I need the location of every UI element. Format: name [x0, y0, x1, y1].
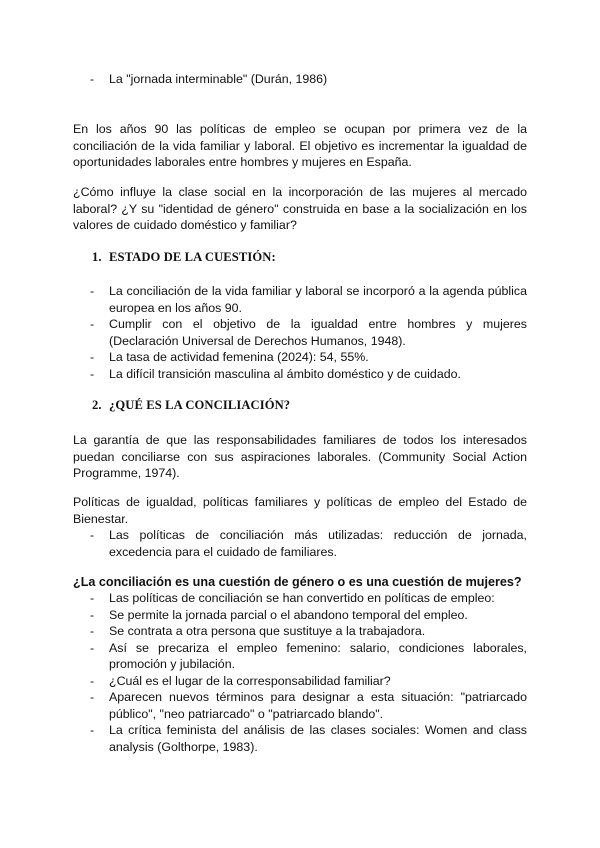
policies-list [73, 527, 527, 560]
dash-marker: - [90, 350, 95, 364]
list-item-text: La difícil transición masculina al ámbito doméstico y de cuidado. [109, 366, 461, 381]
list-item-text: Cumplir con el objetivo de la igualdad entre hombres y mujeres (Declaración Universal de Derechos Humanos, 1948). [109, 317, 527, 348]
list-item-text: Se contrata a otra persona que sustituye a la trabajadora. [109, 624, 426, 638]
dash-marker: - [90, 284, 95, 298]
dash-marker: - [90, 723, 95, 737]
list-item [73, 366, 527, 383]
section-heading-1 [92, 249, 276, 265]
dash-marker: - [90, 690, 95, 704]
state-of-question-list [73, 283, 527, 382]
list-item [73, 689, 527, 722]
dash-marker: - [90, 673, 95, 688]
list-item-text: Así se precariza el empleo femenino: salario, condiciones laborales, promoción y jubilación. [109, 640, 527, 671]
paragraph-questions: ¿Cómo influye la clase social en la incorporación de las mujeres al mercado laboral? ¿Y su "identidad de género" construida en base a la socialización en los valores de cuidado doméstico y familiar? [73, 185, 527, 232]
paragraph-definition: La garantía de que las responsabilidades familiares de todos los interesados puedan conciliarse con sus aspiraciones laborales. (Community Social Action Programme, 1974). [73, 433, 527, 480]
top-bullet-list [73, 71, 527, 88]
list-item-text: Se permite la jornada parcial o el abandono temporal del empleo. [109, 607, 468, 622]
list-item [73, 623, 527, 640]
list-item [73, 283, 527, 316]
dash-marker: - [90, 528, 95, 542]
list-item-text: Aparecen nuevos términos para designar a esta situación: "patriarcado público", "neo patriarcado" o "patriarcado blando". [109, 690, 527, 721]
dash-marker: - [90, 72, 95, 86]
list-item-text: La "jornada interminable" (Durán, 1986) [109, 72, 328, 86]
list-item [73, 590, 527, 607]
section-title: ESTADO DE LA CUESTIÓN: [109, 250, 276, 264]
dash-marker: - [90, 591, 95, 605]
dash-marker: - [90, 317, 95, 331]
bold-question: ¿La conciliación es una cuestión de género o es una cuestión de mujeres? [73, 575, 522, 589]
paragraph-welfare-policies: Políticas de igualdad, políticas familiares y políticas de empleo del Estado de Bienestar. [73, 495, 527, 526]
section-number: 2. [92, 398, 102, 412]
dash-marker: - [90, 366, 95, 381]
gender-question-list [73, 590, 527, 755]
list-item [73, 607, 527, 624]
list-item [73, 71, 527, 88]
section-number: 1. [92, 250, 102, 264]
list-item [73, 316, 527, 349]
dash-marker: - [90, 607, 95, 622]
list-item-text: ¿Cuál es el lugar de la corresponsabilidad familiar? [109, 673, 391, 688]
list-item [73, 673, 527, 690]
list-item-text: Las políticas de conciliación más utilizadas: reducción de jornada, excedencia para el cuidado de familiares. [109, 528, 527, 559]
list-item-text: Las políticas de conciliación se han convertido en políticas de empleo: [109, 591, 495, 605]
section-title: ¿QUÉ ES LA CONCILIACIÓN? [109, 398, 291, 412]
list-item-text: La crítica feminista del análisis de las clases sociales: Women and class analysis (Golthorpe, 1983). [109, 723, 527, 754]
list-item-text: La tasa de actividad femenina (2024): 54, 55%. [109, 350, 369, 364]
section-heading-2 [92, 397, 290, 413]
list-item [73, 640, 527, 673]
list-item [73, 349, 527, 366]
list-item [73, 722, 527, 755]
dash-marker: - [90, 640, 95, 655]
list-item-text: La conciliación de la vida familiar y laboral se incorporó a la agenda pública europea en los años 90. [109, 284, 527, 315]
dash-marker: - [90, 624, 95, 638]
list-item [73, 527, 527, 560]
paragraph-policies-90s: En los años 90 las políticas de empleo se ocupan por primera vez de la conciliación de la vida familiar y laboral. El objetivo es incrementar la igualdad de oportunidades laborales entre hombres y mujeres en España. [73, 122, 527, 169]
